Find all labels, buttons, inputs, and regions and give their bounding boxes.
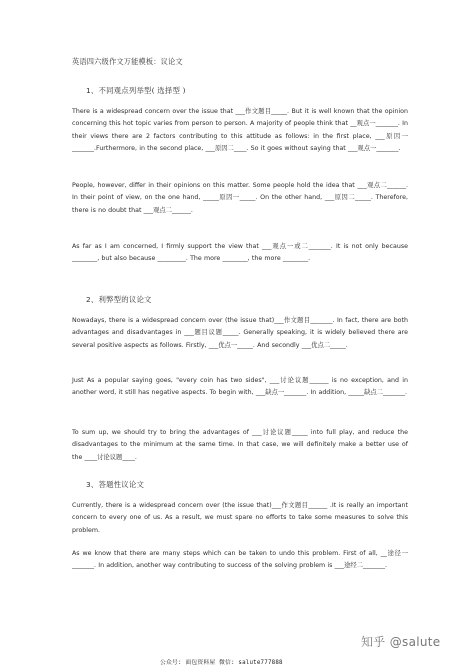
section-heading-2: 2、利弊型的议论文	[86, 295, 152, 304]
watermark-text: 知乎 @salute	[361, 635, 441, 649]
document-title: 英语四六级作文万能模板：议论文	[72, 57, 183, 66]
section-2-paragraph-1: Nowadays, there is a widespread concern over (the issue that)___作文题目_______. In fact, there are both advantages and disadvantages in ___题目议题_____. Generally speaking, it is widely believed there are several positive aspects as follows. Firstly, ___优点一_____. And secondly ___优点二_____.	[72, 317, 408, 349]
section-1-paragraph-3: As far as I am concerned, I firmly support the view that ___观点一或二_______. It is not only because ________, but also because _________. The more ________, the more ________.	[72, 243, 408, 263]
section-heading-3: 3、答题性议论文	[86, 480, 145, 489]
section-heading-1: 1、不同观点列举型( 选择型 )	[86, 86, 186, 95]
section-2-paragraph-2: Just As a popular saying goes, "every coin has two sides", ___讨论议题______ is no exception, and in another word, it still has negative aspects. To begin with, ___缺点一_______. In addition, _____缺点二_______.	[72, 377, 408, 397]
section-1-paragraph-1: There is a widespread concern over the issue that ___作文题目_____. But it is well known that the opinion concerning this hot topic varies from person to person. A majority of people think that __观点一_______. In their views there are 2 factors contributing to this attitude as follows: in the first place, ___原因一_______.Furthermore, in the second place, ___原因二____. So it goes without saying that ___观点一_______.	[72, 108, 408, 153]
section-1-paragraph-2: People, however, differ in their opinions on this matter. Some people hold the idea that ___观点二______. In their point of view, on the one hand, _____原因一_____. On the other hand, ___原因二_____. Therefore, there is no doubt that ___观点二______.	[72, 182, 408, 214]
section-2-paragraph-3: To sum up, we should try to bring the advantages of ___讨论议题_____ into full play, and reduce the disadvantages to the minimum at the same time. In that case, we will definitely make a better use of the ____讨论议题____.	[72, 429, 408, 461]
footer-contact: 公众号: 面包资料屋 微信: salute777888	[160, 660, 283, 666]
section-3-paragraph-1: Currently, there is a widespread concern over (the issue that)___作文题目______ .It is really an important concern to every one of us. As a result, we must spare no efforts to take some measures to solve this problem.	[72, 502, 408, 534]
section-3-paragraph-2: As we know that there are many steps which can be taken to undo this problem. First of all, __途径一_______. In addition, another way contributing to success of the solving problem is ___途经二_______.	[72, 550, 408, 570]
